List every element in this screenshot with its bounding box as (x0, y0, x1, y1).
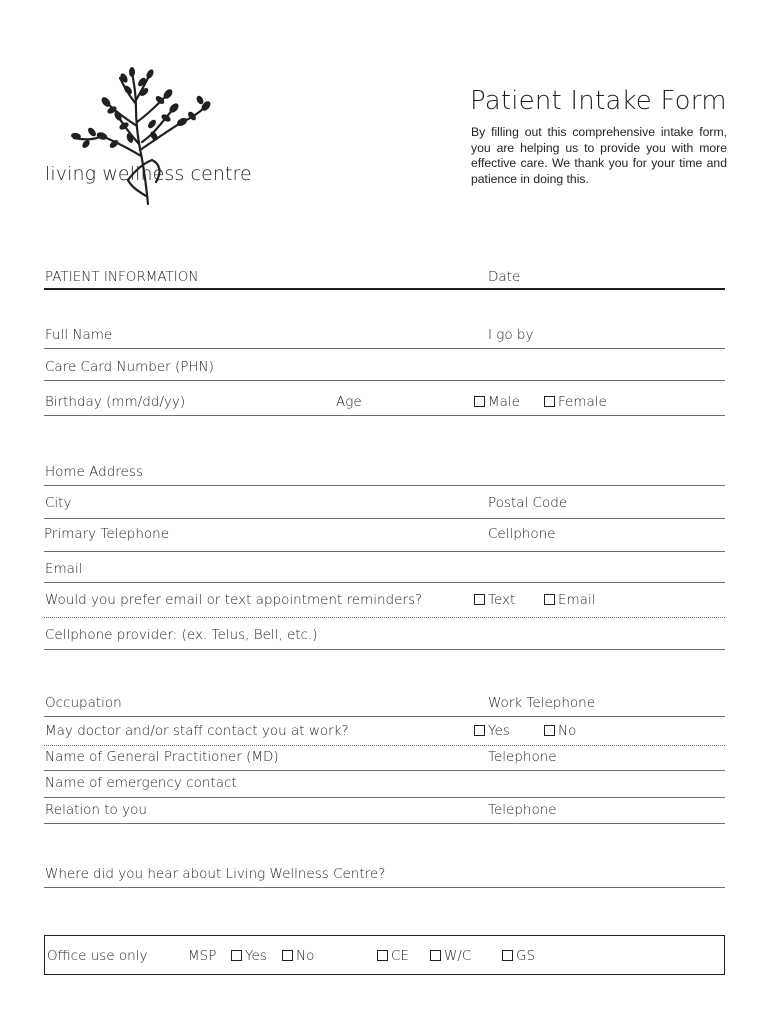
referral-question: Where did you hear about Living Wellness Centre? (45, 866, 386, 882)
gp-telephone-label: Telephone (488, 749, 557, 765)
msp-no-checkbox[interactable] (282, 948, 314, 964)
checkbox-icon (282, 950, 293, 961)
primary-telephone-label: Primary Telephone (44, 526, 170, 542)
cellphone-label: Cellphone (488, 526, 556, 542)
age-label: Age (336, 394, 362, 410)
email-option-label: Email (558, 592, 596, 608)
checkbox-icon (544, 396, 555, 407)
work-contact-divider (44, 745, 725, 746)
checkbox-icon (430, 950, 441, 961)
male-checkbox[interactable] (474, 394, 520, 410)
checkbox-icon (474, 396, 485, 407)
work-no-checkbox[interactable] (544, 723, 576, 739)
gs-label: GS (516, 948, 536, 964)
work-telephone-label: Work Telephone (488, 695, 596, 711)
section-divider (44, 288, 725, 290)
emergency-contact-field[interactable] (44, 797, 725, 798)
go-by-label: I go by (488, 327, 534, 343)
reminder-divider (44, 617, 725, 618)
no-label: No (558, 723, 577, 739)
gp-name-label: Name of General Practitioner (MD) (45, 749, 279, 765)
home-address-field[interactable] (44, 485, 725, 486)
home-address-label: Home Address (45, 464, 143, 480)
text-option-label: Text (488, 592, 516, 608)
checkbox-icon (502, 950, 513, 961)
brand-name: living wellness centre (45, 163, 252, 185)
care-card-field[interactable] (44, 380, 725, 381)
msp-yes-label: Yes (245, 948, 267, 964)
occupation-label: Occupation (45, 695, 122, 711)
checkbox-icon (544, 594, 555, 605)
full-name-label: Full Name (45, 327, 113, 343)
occupation-field[interactable] (44, 716, 725, 717)
reminder-question: Would you prefer email or text appointment reminders? (45, 592, 423, 608)
office-use-label: Office use only (47, 948, 148, 964)
work-yes-checkbox[interactable] (474, 723, 510, 739)
city-field[interactable] (44, 518, 725, 519)
checkbox-icon (474, 725, 485, 736)
relation-field[interactable] (44, 823, 725, 824)
postal-code-label: Postal Code (488, 495, 568, 511)
msp-label: MSP (188, 948, 217, 964)
contact-at-work-question: May doctor and/or staff contact you at work? (45, 723, 349, 739)
telephone-field[interactable] (44, 551, 725, 552)
birthday-label: Birthday (mm/dd/yy) (45, 394, 186, 410)
msp-yes-checkbox[interactable] (231, 948, 267, 964)
ce-checkbox[interactable] (377, 948, 409, 964)
page-title: Patient Intake Form (470, 86, 727, 116)
section-patient-information: PATIENT INFORMATION (45, 269, 199, 285)
text-reminder-checkbox[interactable] (474, 592, 515, 608)
emergency-contact-label: Name of emergency contact (45, 775, 237, 791)
checkbox-icon (474, 594, 485, 605)
email-reminder-checkbox[interactable] (544, 592, 595, 608)
msp-no-label: No (296, 948, 315, 964)
wc-checkbox[interactable] (430, 948, 471, 964)
cellphone-provider-label: Cellphone provider: (ex. Telus, Bell, etc.) (45, 627, 318, 643)
gp-field[interactable] (44, 770, 725, 771)
cellphone-provider-field[interactable] (44, 649, 725, 650)
female-checkbox[interactable] (544, 394, 607, 410)
checkbox-icon (231, 950, 242, 961)
full-name-field[interactable] (44, 348, 725, 349)
email-label: Email (45, 561, 83, 577)
birthday-field[interactable] (44, 415, 725, 416)
yes-label: Yes (488, 723, 510, 739)
female-label: Female (558, 394, 607, 410)
relation-label: Relation to you (45, 802, 147, 818)
date-label: Date (488, 269, 521, 285)
checkbox-icon (544, 725, 555, 736)
city-label: City (45, 495, 72, 511)
gs-checkbox[interactable] (502, 948, 535, 964)
male-label: Male (488, 394, 520, 410)
wc-label: W/C (444, 948, 472, 964)
intro-text: By filling out this comprehensive intake form, you are helping us to provide you with more effective care. We thank you for your time and patience in doing this. (471, 125, 727, 187)
care-card-label: Care Card Number (PHN) (45, 359, 214, 375)
checkbox-icon (377, 950, 388, 961)
referral-field[interactable] (44, 887, 725, 888)
email-field[interactable] (44, 582, 725, 583)
ce-label: CE (391, 948, 409, 964)
relation-telephone-label: Telephone (488, 802, 557, 818)
logo-tree-icon (66, 64, 216, 209)
